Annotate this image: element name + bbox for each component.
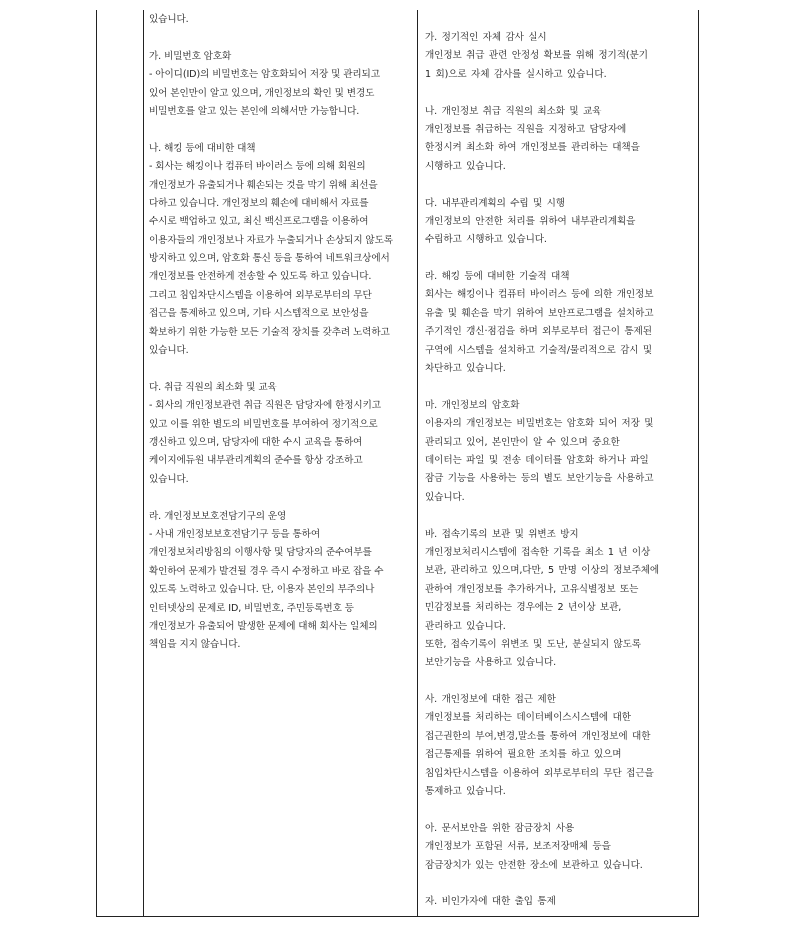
right-column-line: 데이터는 파일 및 전송 데이터를 암호화 하거나 파일 (425, 454, 649, 466)
left-column-line: 개인정보가 유출되어 발생한 문제에 대해 회사는 일체의 (149, 620, 378, 632)
left-column-line: 있고 이를 위한 별도의 비밀번호를 부여하여 정기적으로 (149, 418, 378, 430)
left-column-line: 라. 개인정보보호전담기구의 운영 (149, 510, 287, 522)
right-column-line: 아. 문서보안을 위한 잠금장치 사용 (425, 822, 575, 834)
right-column-line: 마. 개인정보의 암호화 (425, 399, 520, 411)
left-column-line: 그리고 침입차단시스템을 이용하여 외부로부터의 무단 (149, 289, 372, 301)
right-column-line: 통제하고 있습니다. (425, 786, 506, 798)
left-column-text (149, 11, 393, 655)
left-column-line (149, 29, 393, 47)
right-column-line: 관리되고 있어, 본인만이 알 수 있으며 중요한 (425, 436, 620, 448)
right-column-line: 개인정보를 처리하는 데이터베이스시스템에 대한 (425, 712, 631, 724)
right-column-line: 수립하고 시행하고 있습니다. (425, 234, 547, 246)
right-column-line: 회사는 해킹이나 컴퓨터 바이러스 등에 의한 개인정보 (425, 289, 654, 301)
right-column-line: 한정시켜 최소화 하여 개인정보를 관리하는 대책을 (425, 142, 640, 154)
column-divider (417, 10, 418, 917)
left-column-line: 비밀번호를 알고 있는 본인에 의해서만 가능합니다. (149, 105, 360, 117)
left-column-line: 갱신하고 있으며, 담당자에 대한 수시 교육을 통하여 (149, 436, 363, 448)
table-bottom-border (96, 916, 699, 917)
right-column-line: 관하여 개인정보를 추가하거나, 고유식별정보 또는 (425, 583, 639, 595)
right-column-line (425, 250, 659, 268)
left-column-line: - 사내 개인정보보호전담기구 등을 통하여 (149, 528, 321, 540)
right-column-line: 구역에 시스템을 설치하고 기술적/물리적으로 감시 및 (425, 344, 653, 356)
right-column-line (425, 673, 659, 691)
right-column-line (425, 176, 659, 194)
left-column-line (149, 121, 393, 139)
left-column-line: 개인정보처리방침의 이행사항 및 담당자의 준수여부를 (149, 547, 372, 559)
right-column-line: 사. 개인정보에 대한 접근 제한 (425, 694, 556, 706)
left-column-line (149, 489, 393, 507)
left-column-line: - 회사의 개인정보관련 취급 직원은 담당자에 한정시키고 (149, 400, 381, 412)
right-column-line: 잠금 기능을 사용하는 등의 별도 보안기능을 사용하고 (425, 473, 654, 485)
table-inner-border (143, 10, 144, 917)
right-column-line: 또한, 접속기록이 위변조 및 도난, 분실되지 않도록 (425, 638, 641, 650)
left-column-line: 책임을 지지 않습니다. (149, 639, 241, 651)
left-column-line: 있습니다. (149, 14, 189, 25)
left-column-line (149, 360, 393, 378)
right-column-line: 가. 정기적인 자체 감사 실시 (425, 32, 547, 43)
left-column-line: 있습니다. (149, 473, 189, 485)
right-column-line: 잠금장치가 있는 안전한 장소에 보관하고 있습니다. (425, 859, 643, 871)
right-column-line: 시행하고 있습니다. (425, 160, 506, 172)
right-column-line: 개인정보의 안전한 처리를 위하여 내부관리계획을 (425, 215, 636, 227)
left-column-line: 방지하고 있으며, 암호화 통신 등을 통하여 네트워크상에서 (149, 253, 390, 265)
right-column-line: 개인정보를 취급하는 직원을 지정하고 담당자에 (425, 123, 627, 135)
right-column-line: 주기적인 갱신·점검을 하며 외부로부터 접근이 통제된 (425, 326, 652, 338)
right-column-line: 다. 내부관리계획의 수립 및 시행 (425, 197, 565, 209)
right-column-line (425, 801, 659, 819)
right-column-line: 보관, 관리하고 있으며,다만, 5 만명 이상의 정보주체에 (425, 565, 660, 577)
left-column-line: 다. 취급 직원의 최소화 및 교육 (149, 381, 277, 393)
right-column-line (425, 507, 659, 525)
right-column-line: 민감정보를 처리하는 경우에는 2 년이상 보관, (425, 602, 622, 614)
right-column-line: 보안기능을 사용하고 있습니다. (425, 657, 557, 669)
right-column-line: 접근통제를 위하여 필요한 조치를 하고 있으며 (425, 749, 622, 761)
left-column-line: - 아이디(ID)의 비밀번호는 암호화되어 저장 및 관리되고 (149, 69, 380, 81)
right-column-line: 라. 해킹 등에 대비한 기술적 대책 (425, 271, 570, 283)
right-column-line: 바. 접속기록의 보관 및 위변조 방지 (425, 528, 579, 540)
left-column-line: 개인정보가 유출되거나 훼손되는 것을 막기 위해 최선을 (149, 179, 378, 191)
left-column-line: 나. 해킹 등에 대비한 대책 (149, 142, 256, 154)
left-column-line: 있어 본인만이 알고 있으며, 개인정보의 확인 및 변경도 (149, 87, 375, 99)
left-column-line: 있도록 노력하고 있습니다. 단, 이용자 본인의 부주의나 (149, 584, 375, 596)
right-column-line: 침입차단시스템을 이용하여 외부로부터의 무단 접근을 (425, 767, 654, 779)
right-column-line: 차단하고 있습니다. (425, 363, 506, 375)
left-column-line: 접근을 통제하고 있으며, 기타 시스템적으로 보안성을 (149, 308, 369, 320)
left-column-line: 인터넷상의 문제로 ID, 비밀번호, 주민등록번호 등 (149, 602, 354, 614)
left-column-line: 확인하여 문제가 발견될 경우 즉시 수정하고 바로 잡을 수 (149, 565, 384, 577)
right-column-line: 개인정보처리시스템에 접속한 기록을 최소 1 년 이상 (425, 546, 651, 558)
right-column-line: 접근권한의 부여,변경,말소를 통하여 개인정보에 대한 (425, 730, 651, 742)
left-column-line: 수시로 백업하고 있고, 최신 백신프로그램을 이용하여 (149, 216, 369, 228)
right-column-line (425, 875, 659, 893)
table-left-border (96, 10, 97, 917)
left-column-line: 이용자들의 개인정보나 자료가 누출되거나 손상되지 않도록 (149, 234, 393, 246)
left-column-line: - 회사는 해킹이나 컴퓨터 바이러스 등에 의해 회원의 (149, 161, 366, 173)
left-column-line: 확보하기 위한 가능한 모든 기술적 장치를 갖추려 노력하고 (149, 326, 390, 338)
right-column-line: 유출 및 훼손을 막기 위하여 보안프로그램을 설치하고 (425, 307, 654, 319)
right-column-line: 관리하고 있습니다. (425, 620, 506, 632)
left-column-line: 다하고 있습니다. 개인정보의 훼손에 대비해서 자료를 (149, 197, 369, 209)
left-column-line: 케이지에듀원 내부관리계획의 준수를 항상 강조하고 (149, 455, 363, 467)
right-column-text (425, 29, 659, 912)
right-column-line: 자. 비인가자에 대한 출입 통제 (425, 896, 556, 908)
right-column-line: 개인정보가 포함된 서류, 보조저장매체 등을 (425, 841, 611, 853)
left-column-line: 개인정보를 안전하게 전송할 수 있도록 하고 있습니다. (149, 271, 372, 283)
table-right-border (698, 10, 699, 917)
right-column-line: 1 회)으로 자체 감사를 실시하고 있습니다. (425, 68, 607, 80)
right-column-line: 개인정보 취급 관련 안정성 확보를 위해 정기적(분기 (425, 50, 648, 62)
right-column-line: 있습니다. (425, 491, 465, 503)
right-column-line (425, 378, 659, 396)
left-column-line: 가. 비밀번호 암호화 (149, 50, 232, 62)
left-column-line: 있습니다. (149, 345, 189, 357)
right-column-line: 이용자의 개인정보는 비밀번호는 암호화 되어 저장 및 (425, 418, 654, 430)
right-column-line (425, 84, 659, 102)
right-column-line: 나. 개인정보 취급 직원의 최소화 및 교육 (425, 105, 602, 117)
